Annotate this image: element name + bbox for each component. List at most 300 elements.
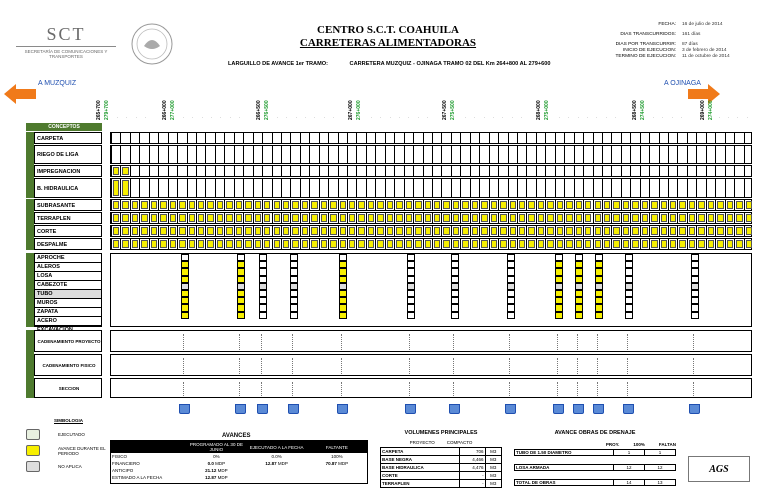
- grid-cell: [139, 226, 148, 236]
- progress-fill: [491, 201, 497, 209]
- grid-cell: [479, 200, 488, 210]
- grid-cell: [111, 146, 120, 163]
- progress-fill: [406, 227, 412, 235]
- grid-cell: [744, 200, 753, 210]
- grid-cell: [139, 133, 148, 143]
- grid-cell: [545, 166, 554, 176]
- grid-cell: [328, 213, 337, 223]
- progress-fill: [538, 227, 544, 235]
- grid-cell: [489, 226, 498, 236]
- grid-cell: [168, 239, 177, 249]
- grid-cell: [281, 133, 290, 143]
- grid-cell: [309, 213, 318, 223]
- grid-cell: [158, 133, 167, 143]
- grid-cell: [215, 166, 224, 176]
- grid-cell: [744, 133, 753, 143]
- grid-cell: [715, 226, 724, 236]
- grid-cell: [262, 179, 271, 197]
- drenaje-cell: [451, 297, 459, 304]
- grid-cell: [224, 166, 233, 176]
- info-block: [600, 22, 760, 60]
- grid-cell: [328, 179, 337, 197]
- drenaje-cell: [451, 312, 459, 319]
- vol-unit: M3: [485, 464, 501, 472]
- grid-cell: [347, 133, 356, 143]
- grid-cell: [404, 239, 413, 249]
- progress-fill: [321, 240, 327, 248]
- grid-cell: [441, 213, 450, 223]
- bottom-grid-tick: [261, 382, 265, 396]
- grid-cell: [583, 166, 592, 176]
- grid-cell: [696, 200, 705, 210]
- vol-name: BASE HIDRAULICA: [381, 464, 460, 472]
- grid-cell: [564, 133, 573, 143]
- grid-cell: [224, 226, 233, 236]
- grid-cell: [234, 200, 243, 210]
- grid-cell: [385, 146, 394, 163]
- drenaje-cell: [691, 283, 699, 290]
- progress-fill: [217, 227, 223, 235]
- info-key: INICIO DE EJECUCION:: [622, 48, 676, 53]
- grid-cell: [224, 179, 233, 197]
- grid-cell: [262, 146, 271, 163]
- chainage-tick: ·: [332, 116, 337, 118]
- terraceria-grid-row: [110, 212, 752, 224]
- grid-cell: [555, 179, 564, 197]
- chainage-tick: ·: [501, 116, 506, 118]
- grid-cell: [347, 200, 356, 210]
- progress-fill: [434, 227, 440, 235]
- grid-cell: [253, 179, 262, 197]
- progress-fill: [217, 201, 223, 209]
- grid-cell: [668, 226, 677, 236]
- grid-cell: [120, 146, 129, 163]
- progress-fill: [557, 227, 563, 235]
- grid-cell: [205, 239, 214, 249]
- progress-fill: [595, 201, 601, 209]
- progress-fill: [264, 227, 270, 235]
- vol-amount: 706: [460, 448, 485, 456]
- grid-cell: [432, 200, 441, 210]
- grid-cell: [564, 239, 573, 249]
- grid-cell: [234, 226, 243, 236]
- drenaje-item: MUROS: [35, 299, 101, 308]
- grid-cell: [593, 133, 602, 143]
- grid-cell: [158, 239, 167, 249]
- bottom-grid-tick: [693, 334, 697, 350]
- grid-cell: [517, 133, 526, 143]
- drenaje-column: [555, 254, 563, 326]
- progress-fill: [132, 227, 138, 235]
- volumenes-title: VOLUMENES PRINCIPALES: [404, 430, 478, 436]
- grid-cell: [451, 133, 460, 143]
- vol-unit: M3: [485, 456, 501, 464]
- grid-cell: [460, 133, 469, 143]
- grid-cell: [234, 146, 243, 163]
- bottom-grid-tick: [341, 358, 345, 374]
- progress-fill: [576, 201, 582, 209]
- progress-fill: [217, 240, 223, 248]
- grid-cell: [706, 213, 715, 223]
- grid-cell: [290, 226, 299, 236]
- progress-fill: [292, 214, 298, 222]
- sct-logo: [16, 24, 116, 64]
- grid-cell: [338, 226, 347, 236]
- progress-fill: [321, 227, 327, 235]
- progress-fill: [500, 201, 506, 209]
- grid-cell: [489, 166, 498, 176]
- grid-cell: [281, 146, 290, 163]
- drenaje-cell: [237, 276, 245, 283]
- title-line1: CENTRO S.C.T. COAHUILA: [317, 24, 459, 36]
- grid-cell: [602, 239, 611, 249]
- culvert-icon: [505, 404, 516, 414]
- progress-fill: [462, 214, 468, 222]
- info-value: 16 de julio de 2014: [682, 22, 723, 27]
- grid-cell: [640, 166, 649, 176]
- grid-cell: [479, 146, 488, 163]
- grid-cell: [394, 133, 403, 143]
- progress-fill: [500, 214, 506, 222]
- drenaje-cell: [237, 290, 245, 297]
- drenaje-cell: [575, 290, 583, 297]
- grid-cell: [234, 166, 243, 176]
- grid-cell: [621, 146, 630, 163]
- drenaje-cell: [575, 304, 583, 311]
- chainage-tick: ·: [228, 116, 233, 118]
- progress-fill: [415, 201, 421, 209]
- bottom-grid-tick: [453, 358, 457, 374]
- grid-cell: [404, 226, 413, 236]
- progress-fill: [689, 214, 695, 222]
- grid-cell: [347, 146, 356, 163]
- grid-cell: [385, 166, 394, 176]
- drenaje-cell: [259, 268, 267, 275]
- avances-fisico: FISICO: [112, 454, 128, 459]
- drenaje-column: [290, 254, 298, 326]
- progress-fill: [443, 201, 449, 209]
- title-line2: CARRETERAS ALIMENTADORAS: [299, 37, 477, 49]
- progress-fill: [292, 227, 298, 235]
- drenaje-cell: [407, 290, 415, 297]
- progress-fill: [557, 240, 563, 248]
- grid-cell: [158, 213, 167, 223]
- grid-cell: [470, 226, 479, 236]
- grid-cell: [649, 226, 658, 236]
- drenaje-cell: [181, 304, 189, 311]
- grid-cell: [205, 146, 214, 163]
- grid-cell: [564, 226, 573, 236]
- progress-fill: [746, 214, 752, 222]
- culvert-icon: [623, 404, 634, 414]
- progress-fill: [368, 201, 374, 209]
- grid-cell: [668, 200, 677, 210]
- grid-cell: [290, 213, 299, 223]
- progress-fill: [727, 240, 733, 248]
- grid-cell: [196, 146, 205, 163]
- direction-left-label: A MUZQUIZ: [38, 80, 77, 87]
- progress-fill: [396, 227, 402, 235]
- grid-cell: [696, 133, 705, 143]
- concepto-label: RIEGO DE LIGA: [34, 145, 102, 164]
- avances-fin-total: 70.87: [325, 461, 337, 466]
- grid-cell: [611, 239, 620, 249]
- grid-cell: [413, 213, 422, 223]
- progress-fill: [226, 240, 232, 248]
- progress-fill: [472, 227, 478, 235]
- progress-fill: [340, 240, 346, 248]
- grid-cell: [215, 179, 224, 197]
- grid-cell: [526, 179, 535, 197]
- grid-cell: [489, 213, 498, 223]
- grid-cell: [630, 166, 639, 176]
- grid-cell: [281, 200, 290, 210]
- progress-fill: [264, 214, 270, 222]
- progress-fill: [274, 214, 280, 222]
- culvert-icon: [593, 404, 604, 414]
- bottom-grid-tick: [183, 334, 187, 350]
- drenaje-cell: [339, 304, 347, 311]
- grid-cell: [470, 133, 479, 143]
- progress-fill: [283, 227, 289, 235]
- progress-fill: [425, 214, 431, 222]
- chainage-tick: ·: [482, 116, 487, 118]
- grid-cell: [498, 166, 507, 176]
- page-title: [268, 24, 508, 50]
- grid-cell: [253, 146, 262, 163]
- grid-cell: [526, 239, 535, 249]
- info-value: 11 de octubre de 2014: [682, 54, 730, 59]
- grid-cell: [734, 146, 743, 163]
- grid-cell: [356, 239, 365, 249]
- bottom-grid-tick: [557, 334, 561, 350]
- grid-cell: [139, 239, 148, 249]
- drenaje-cell: [575, 254, 583, 261]
- grid-cell: [649, 146, 658, 163]
- progress-fill: [736, 227, 742, 235]
- grid-cell: [177, 213, 186, 223]
- grid-cell: [300, 213, 309, 223]
- grid-cell: [744, 179, 753, 197]
- grid-cell: [451, 213, 460, 223]
- progress-fill: [406, 214, 412, 222]
- grid-cell: [517, 213, 526, 223]
- avances-fin-ejec: 12.87: [265, 461, 277, 466]
- progress-fill: [179, 240, 185, 248]
- progress-fill: [113, 201, 119, 209]
- grid-cell: [177, 179, 186, 197]
- grid-cell: [508, 213, 517, 223]
- grid-cell: [404, 200, 413, 210]
- progress-fill: [576, 240, 582, 248]
- pavement-grid-row: [110, 132, 752, 144]
- grid-cell: [677, 200, 686, 210]
- grid-cell: [319, 200, 328, 210]
- grid-cell: [593, 239, 602, 249]
- grid-cell: [234, 239, 243, 249]
- grid-cell: [460, 239, 469, 249]
- grid-cell: [602, 179, 611, 197]
- progress-fill: [179, 214, 185, 222]
- progress-fill: [198, 214, 204, 222]
- obras-row: [514, 464, 676, 471]
- grid-cell: [205, 200, 214, 210]
- sct-logo-subtitle: SECRETARÍA DE COMUNICACIONES Y TRANSPORTES: [24, 49, 108, 59]
- drenaje-cell: [259, 283, 267, 290]
- grid-cell: [300, 239, 309, 249]
- drenaje-column: [691, 254, 699, 326]
- bottom-grid-tick: [509, 334, 513, 350]
- bottom-grid-tick: [292, 358, 296, 374]
- obras-block: [514, 430, 676, 486]
- grid-cell: [139, 213, 148, 223]
- progress-fill: [689, 227, 695, 235]
- chainage-tick: ·: [285, 116, 290, 118]
- grid-cell: [215, 146, 224, 163]
- progress-fill: [717, 214, 723, 222]
- drenaje-cell: [339, 268, 347, 275]
- vol-col2: COMPACTO: [446, 440, 473, 445]
- progress-fill: [613, 201, 619, 209]
- progress-fill: [274, 240, 280, 248]
- chainage-tick: ·: [492, 116, 496, 118]
- grid-cell: [385, 200, 394, 210]
- drenaje-cell: [181, 254, 189, 261]
- progress-fill: [642, 240, 648, 248]
- grid-cell: [290, 200, 299, 210]
- grid-cell: [130, 166, 139, 176]
- grid-cell: [489, 133, 498, 143]
- grid-cell: [300, 166, 309, 176]
- unit: MDP: [338, 461, 349, 466]
- vol-amount: 4,476: [460, 464, 485, 472]
- grid-cell: [659, 213, 668, 223]
- grid-cell: [262, 239, 271, 249]
- grid-cell: [574, 226, 583, 236]
- grid-cell: [687, 213, 696, 223]
- grid-cell: [413, 146, 422, 163]
- grid-cell: [621, 133, 630, 143]
- drenaje-cell: [451, 290, 459, 297]
- progress-fill: [170, 214, 176, 222]
- grid-cell: [356, 166, 365, 176]
- obras-proy: 1: [613, 450, 644, 455]
- grid-cell: [177, 239, 186, 249]
- chainage-tick: ·: [576, 116, 581, 118]
- grid-cell: [149, 226, 158, 236]
- progress-fill: [472, 214, 478, 222]
- progress-fill: [387, 240, 393, 248]
- progress-fill: [122, 180, 128, 196]
- grid-cell: [205, 213, 214, 223]
- info-value: 3 de febrero de 2014: [682, 48, 727, 53]
- grid-cell: [168, 179, 177, 197]
- grid-cell: [687, 239, 696, 249]
- grid-cell: [715, 239, 724, 249]
- drenaje-cell: [625, 268, 633, 275]
- progress-fill: [528, 240, 534, 248]
- grid-cell: [545, 179, 554, 197]
- grid-cell: [611, 179, 620, 197]
- grid-cell: [281, 179, 290, 197]
- progress-fill: [264, 201, 270, 209]
- progress-fill: [698, 227, 704, 235]
- progress-fill: [151, 227, 157, 235]
- bottom-grid-tick: [292, 334, 296, 350]
- grid-cell: [328, 200, 337, 210]
- progress-fill: [292, 201, 298, 209]
- grid-cell: [621, 226, 630, 236]
- culvert-icon: [405, 404, 416, 414]
- grid-cell: [385, 239, 394, 249]
- avances-fisico-ejec: 0.0%: [271, 454, 282, 459]
- grid-cell: [347, 166, 356, 176]
- grid-cell: [640, 179, 649, 197]
- grid-cell: [564, 213, 573, 223]
- drenaje-cell: [181, 290, 189, 297]
- grid-cell: [168, 166, 177, 176]
- grid-cell: [120, 213, 129, 223]
- chainage-tick: ·: [116, 116, 120, 118]
- grid-cell: [659, 146, 668, 163]
- grid-cell: [649, 200, 658, 210]
- progress-fill: [358, 240, 364, 248]
- grid-cell: [536, 239, 545, 249]
- obras-col2: 100%: [633, 442, 645, 447]
- grid-cell: [668, 146, 677, 163]
- grid-cell: [300, 226, 309, 236]
- info-value: 161 días: [682, 32, 701, 37]
- ags-logo: [688, 456, 750, 482]
- progress-fill: [122, 201, 128, 209]
- grid-cell: [423, 133, 432, 143]
- drenaje-cell: [625, 276, 633, 283]
- grid-cell: [725, 133, 734, 143]
- grid-cell: [649, 213, 658, 223]
- drenaje-cell: [181, 283, 189, 290]
- grid-cell: [687, 200, 696, 210]
- grid-cell: [687, 166, 696, 176]
- progress-fill: [170, 227, 176, 235]
- unit: MDP: [217, 475, 228, 480]
- progress-fill: [396, 214, 402, 222]
- drenaje-column: [595, 254, 603, 326]
- vol-amount: -: [460, 480, 485, 488]
- progress-fill: [679, 227, 685, 235]
- drenaje-column: [407, 254, 415, 326]
- progress-fill: [113, 214, 119, 222]
- drenaje-cell: [407, 254, 415, 261]
- avances-anticipo-val: 21.12: [205, 468, 217, 473]
- progress-fill: [566, 227, 572, 235]
- bottom-grid-tick: [261, 358, 265, 374]
- grid-cell: [404, 146, 413, 163]
- bottom-grid-tick: [597, 358, 601, 374]
- vol-unit: M3: [485, 472, 501, 480]
- grid-cell: [621, 200, 630, 210]
- progress-fill: [510, 201, 516, 209]
- progress-fill: [141, 214, 147, 222]
- grid-cell: [120, 166, 129, 176]
- grid-cell: [734, 239, 743, 249]
- drenaje-cell: [339, 297, 347, 304]
- grid-cell: [375, 226, 384, 236]
- grid-cell: [149, 213, 158, 223]
- culvert-icon: [689, 404, 700, 414]
- grid-cell: [744, 226, 753, 236]
- grid-cell: [366, 239, 375, 249]
- drenaje-cell: [451, 261, 459, 268]
